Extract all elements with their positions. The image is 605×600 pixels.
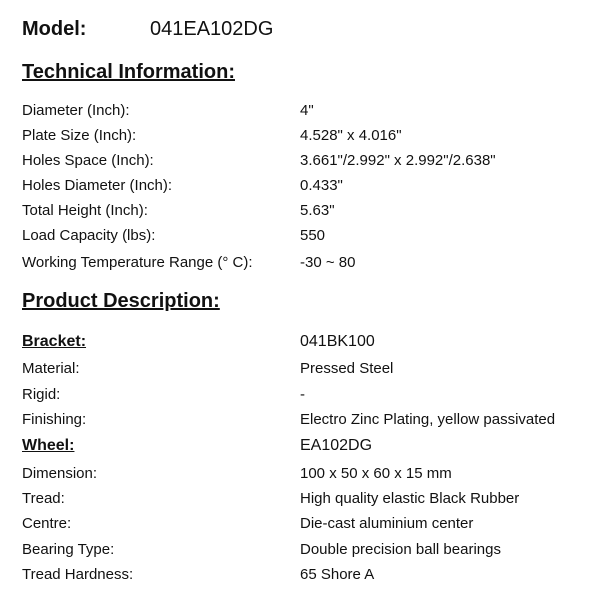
diameter-label: Diameter (Inch): (22, 102, 130, 119)
tread-label: Tread: (22, 490, 65, 507)
holes-diameter-value: 0.433" (300, 177, 343, 194)
load-capacity-value: 550 (300, 227, 326, 244)
material-value: Pressed Steel (300, 360, 394, 377)
finishing-value: Electro Zinc Plating, yellow passivated (300, 411, 556, 428)
holes-diameter-label: Holes Diameter (Inch): (22, 177, 173, 194)
plate-size-value: 4.528" x 4.016" (300, 127, 402, 144)
dimension-value: 100 x 50 x 60 x 15 mm (300, 465, 452, 482)
holes-space-value: 3.661"/2.992" x 2.992"/2.638" (300, 152, 496, 169)
bracket-value: 041BK100 (300, 333, 375, 350)
centre-value: Die-cast aluminium center (300, 515, 474, 532)
tread-hardness-label: Tread Hardness: (22, 566, 134, 583)
centre-label: Centre: (22, 515, 72, 532)
total-height-label: Total Height (Inch): (22, 202, 148, 219)
rigid-label: Rigid: (22, 386, 61, 403)
product-description-heading: Product Description: (22, 290, 220, 312)
total-height-value: 5.63" (300, 202, 335, 219)
holes-space-label: Holes Space (Inch): (22, 152, 154, 169)
diameter-value: 4" (300, 102, 314, 119)
dimension-label: Dimension: (22, 465, 98, 482)
working-temperature-value: -30 ~ 80 (300, 254, 356, 271)
bearing-type-label: Bearing Type: (22, 541, 115, 558)
tread-hardness-value: 65 Shore A (300, 566, 375, 583)
technical-information-heading: Technical Information: (22, 61, 235, 83)
finishing-label: Finishing: (22, 411, 87, 428)
wheel-label: Wheel: (22, 437, 75, 454)
tread-value: High quality elastic Black Rubber (300, 490, 520, 507)
working-temperature-label: Working Temperature Range (° C): (22, 254, 253, 271)
bearing-type-value: Double precision ball bearings (300, 541, 501, 558)
material-label: Material: (22, 360, 80, 377)
wheel-value: EA102DG (300, 437, 373, 454)
bracket-label: Bracket: (22, 333, 87, 350)
model-label: Model: (22, 18, 87, 40)
model-value: 041EA102DG (150, 18, 274, 40)
load-capacity-label: Load Capacity (lbs): (22, 227, 156, 244)
plate-size-label: Plate Size (Inch): (22, 127, 137, 144)
rigid-value: - (300, 386, 305, 403)
